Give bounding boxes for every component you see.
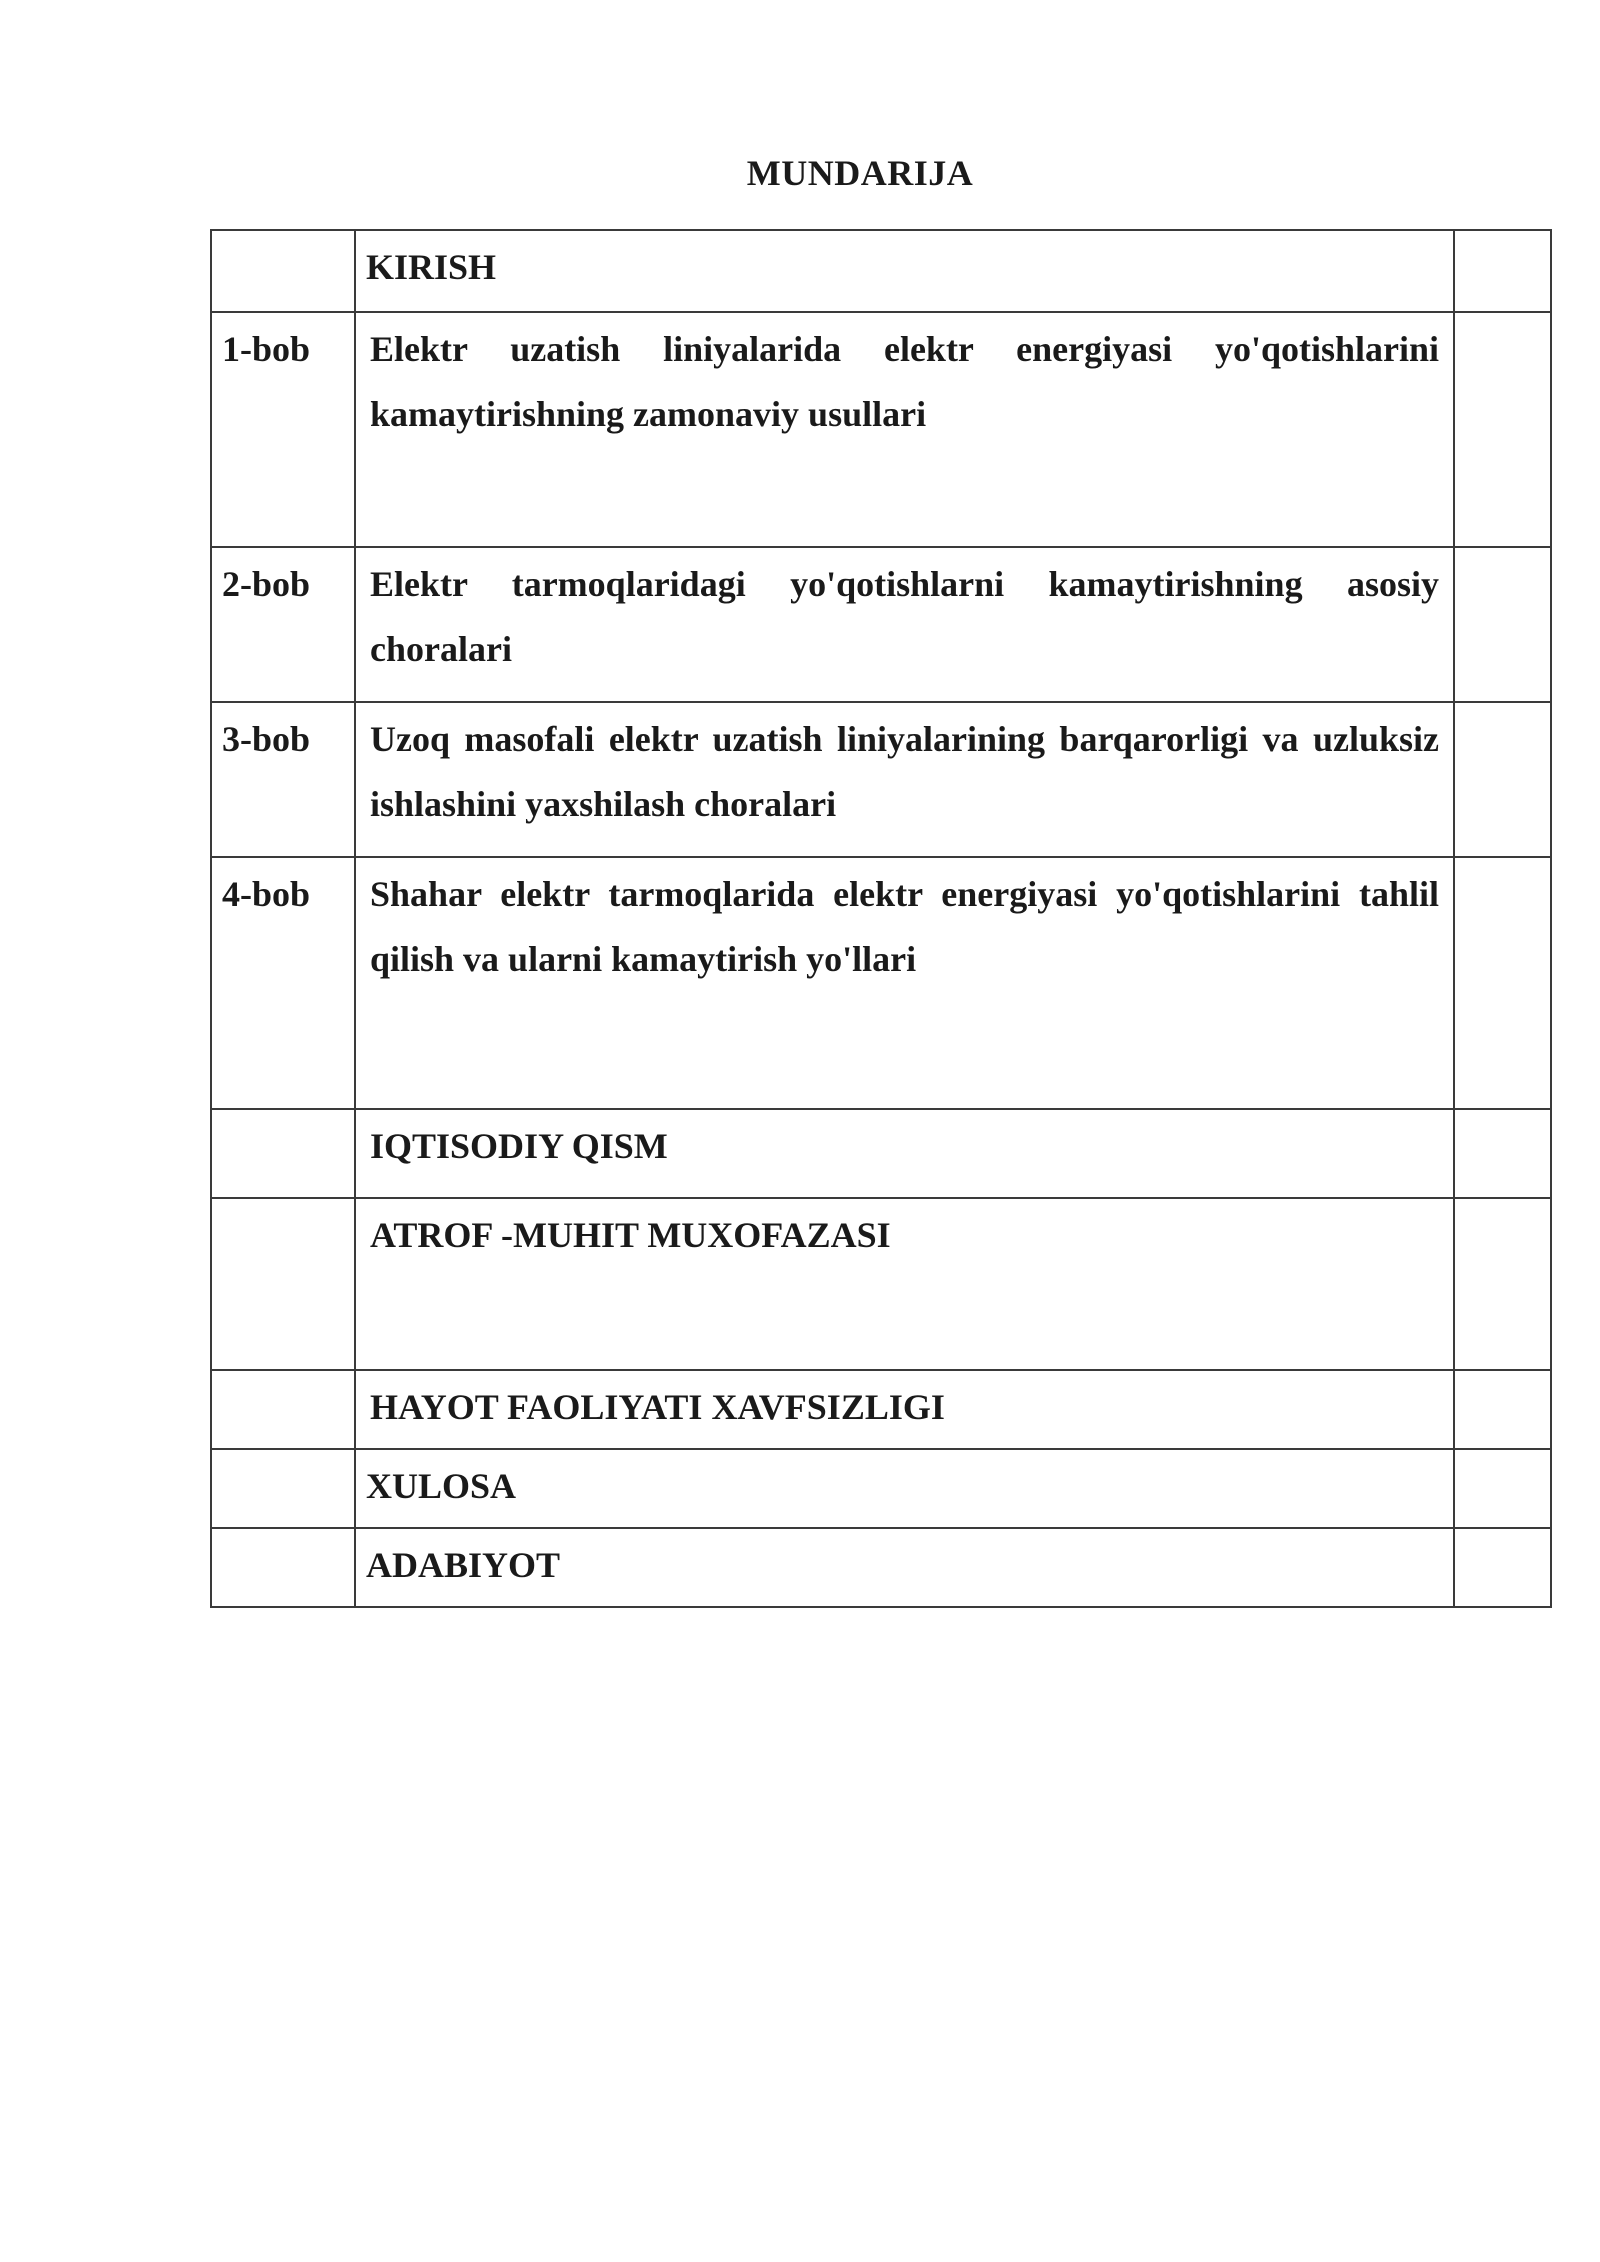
toc-title-cell [355, 230, 1454, 312]
toc-title-cell [355, 702, 1454, 857]
toc-title: Shahar elektr tarmoqlarida elektr energiyasi yo'qotishlarini tahlil qilish va ularni kamaytirish yo'llari [370, 874, 1439, 979]
toc-number-cell [211, 1370, 355, 1449]
toc-page-cell [1454, 230, 1551, 312]
toc-page-cell [1454, 1449, 1551, 1528]
table-of-contents [210, 229, 1552, 1608]
toc-page-cell [1454, 1109, 1551, 1198]
toc-number: 2-bob [222, 564, 311, 604]
toc-page-cell [1454, 1198, 1551, 1370]
toc-title: IQTISODIY QISM [370, 1126, 668, 1166]
toc-title: Elektr uzatish liniyalarida elektr energiyasi yo'qotishlarini kamaytirishning zamonaviy usullari [370, 329, 1439, 434]
toc-number-cell [211, 1198, 355, 1370]
toc-number: 4-bob [222, 874, 311, 914]
toc-title: KIRISH [366, 247, 497, 287]
toc-number-cell [211, 1449, 355, 1528]
toc-title: ATROF -MUHIT MUXOFAZASI [370, 1215, 891, 1255]
toc-page-cell [1454, 312, 1551, 547]
toc-number-cell [211, 312, 355, 547]
toc-page-cell [1454, 547, 1551, 702]
page-title: MUNDARIJA [746, 153, 974, 193]
toc-title-cell [355, 1109, 1454, 1198]
toc-title-cell [355, 857, 1454, 1109]
toc-title-cell [355, 312, 1454, 547]
toc-number: 1-bob [222, 329, 311, 369]
toc-title: Elektr tarmoqlaridagi yo'qotishlarni kamaytirishning asosiy choralari [370, 564, 1439, 669]
toc-title: XULOSA [366, 1466, 517, 1506]
toc-number-cell [211, 857, 355, 1109]
toc-title-cell [355, 1370, 1454, 1449]
toc-title-cell [355, 1449, 1454, 1528]
toc-number-cell [211, 547, 355, 702]
toc-row-chapter-3 [211, 702, 1551, 857]
toc-row-adabiyot [211, 1528, 1551, 1607]
toc-row-iqtisodiy-qism [211, 1109, 1551, 1198]
toc-number-cell [211, 1528, 355, 1607]
toc-number: 3-bob [222, 719, 311, 759]
toc-number-cell [211, 1109, 355, 1198]
toc-row-xulosa [211, 1449, 1551, 1528]
toc-title-cell [355, 547, 1454, 702]
toc-number-cell [211, 230, 355, 312]
toc-row-kirish [211, 230, 1551, 312]
toc-page-cell [1454, 1528, 1551, 1607]
toc-row-chapter-4 [211, 857, 1551, 1109]
toc-title-cell [355, 1198, 1454, 1370]
toc-number-cell [211, 702, 355, 857]
toc-row-chapter-1 [211, 312, 1551, 547]
toc-row-hayot-faoliyati [211, 1370, 1551, 1449]
toc-title: HAYOT FAOLIYATI XAVFSIZLIGI [370, 1387, 945, 1427]
toc-title-cell [355, 1528, 1454, 1607]
toc-page-cell [1454, 702, 1551, 857]
toc-page-cell [1454, 857, 1551, 1109]
toc-title: Uzoq masofali elektr uzatish liniyalarining barqarorligi va uzluksiz ishlashini yaxshilash choralari [370, 719, 1439, 824]
toc-row-atrof-muhit [211, 1198, 1551, 1370]
toc-row-chapter-2 [211, 547, 1551, 702]
toc-title: ADABIYOT [366, 1545, 561, 1585]
toc-page-cell [1454, 1370, 1551, 1449]
